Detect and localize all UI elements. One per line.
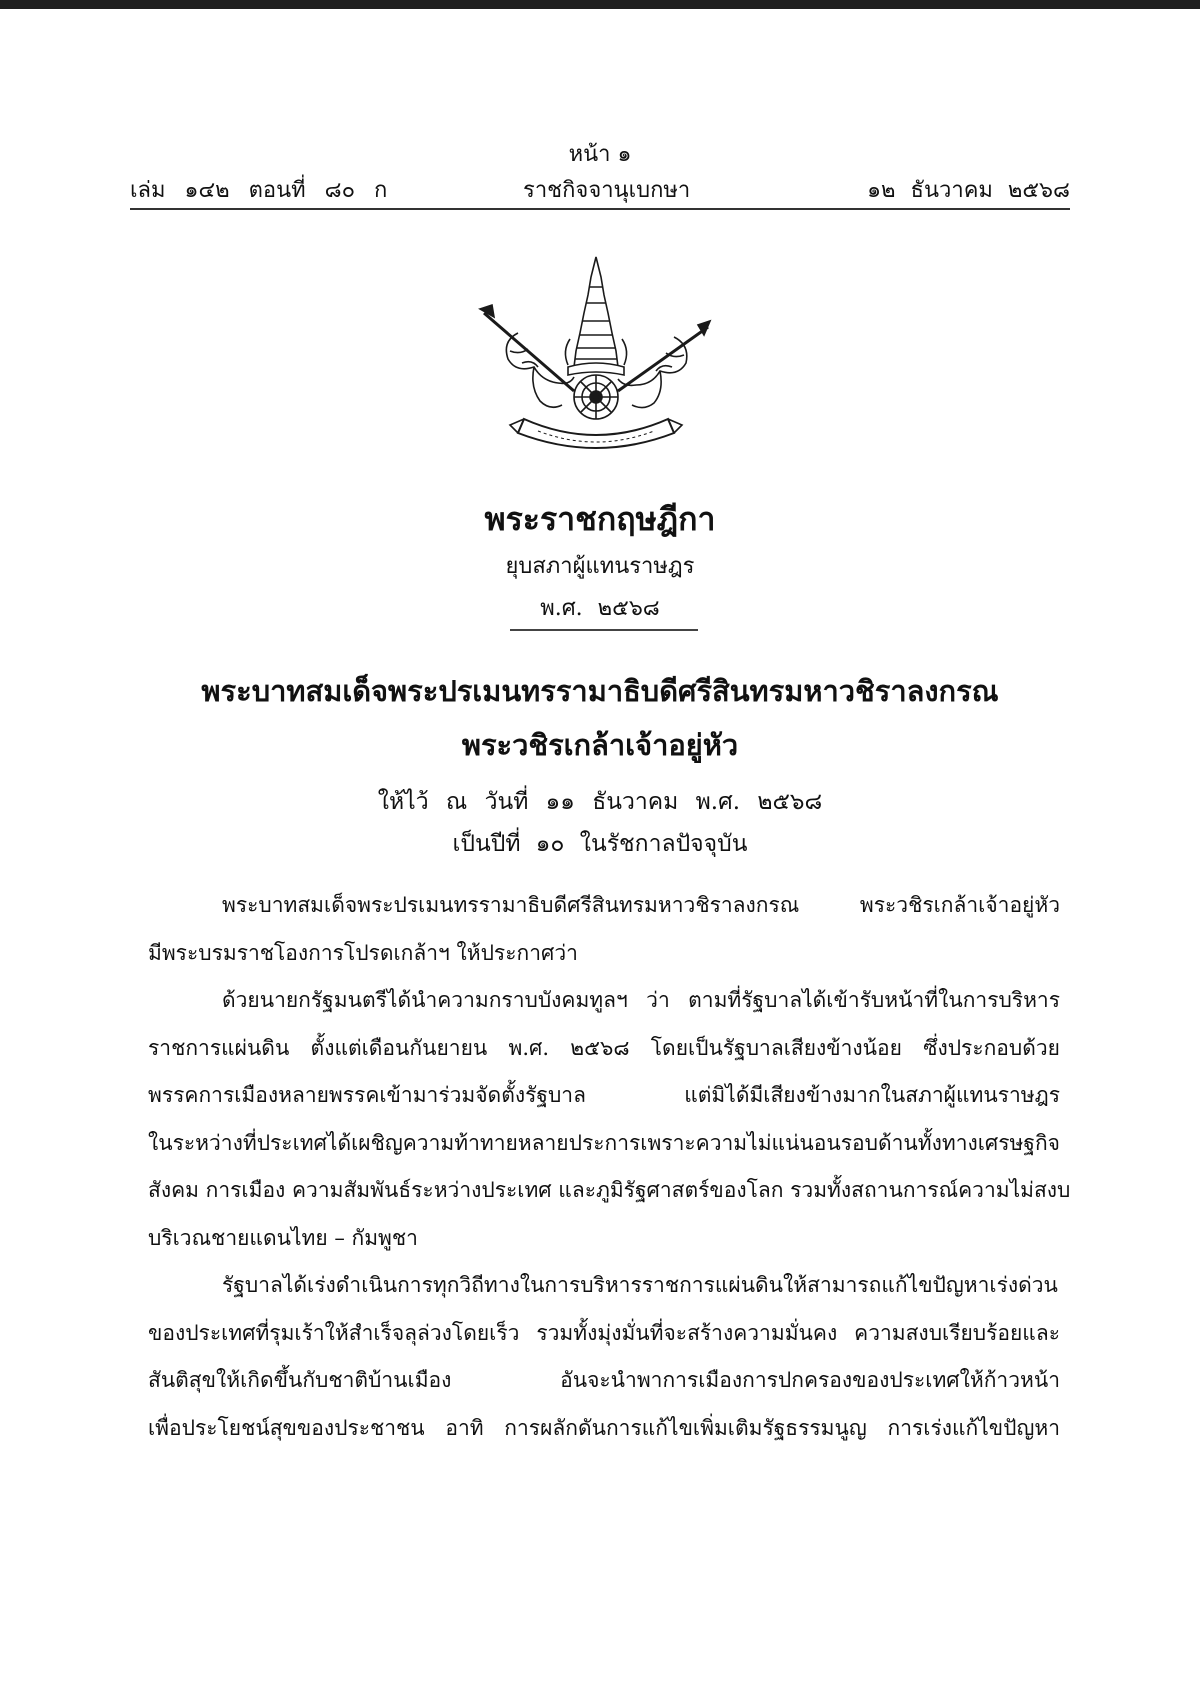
- paragraph-line: สันติสุขให้เกิดขึ้นกับชาติบ้านเมือง อันจะนำพาการเมืองการปกครองของประเทศให้ก้าวหน้า: [148, 1368, 1060, 1392]
- gazette-date: ๑๒ ธันวาคม ๒๕๖๘: [867, 178, 1070, 203]
- king-name-line2: พระวชิรเกล้าเจ้าอยู่หัว: [461, 728, 739, 762]
- paragraph-line: ราชการแผ่นดิน ตั้งแต่เดือนกันยายน พ.ศ. ๒๕๖๘ โดยเป็นรัฐบาลเสียงข้างน้อย ซึ่งประกอบด้วย: [148, 1035, 1060, 1060]
- title-divider: [510, 629, 698, 631]
- king-name-line1: พระบาทสมเด็จพระปรเมนทรรามาธิบดีศรีสินทรมหาวชิราลงกรณ: [201, 674, 999, 708]
- paragraph-line: ด้วยนายกรัฐมนตรีได้นำความกราบบังคมทูลฯ ว่า ตามที่รัฐบาลได้เข้ารับหน้าที่ในการบริหาร: [222, 988, 1060, 1012]
- gazette-section: ราชกิจจานุเบกษา: [523, 178, 691, 203]
- volume-issue: เล่ม ๑๔๒ ตอนที่ ๘๐ ก: [130, 178, 388, 203]
- decree-year: พ.ศ. ๒๕๖๘: [540, 596, 660, 621]
- paragraph-line: เพื่อประโยชน์สุขของประชาชน อาทิ การผลักดันการแก้ไขเพิ่มเติมรัฐธรรมนูญ การเร่งแก้ไขปัญหา: [148, 1415, 1060, 1440]
- paragraph-line: พระบาทสมเด็จพระปรเมนทรรามาธิบดีศรีสินทรมหาวชิราลงกรณ พระวชิรเกล้าเจ้าอยู่หัว: [222, 893, 1060, 917]
- paragraph-line: บริเวณชายแดนไทย – กัมพูชา: [148, 1225, 418, 1250]
- reign-year: เป็นปีที่ ๑๐ ในรัชกาลปัจจุบัน: [452, 831, 748, 857]
- paragraph-3: [148, 1262, 1060, 1452]
- paragraph-line: สังคม การเมือง ความสัมพันธ์ระหว่างประเทศ และภูมิรัฐศาสตร์ของโลก รวมทั้งสถานการณ์ความไม่สงบ: [148, 1178, 1071, 1202]
- paragraph-2: [148, 977, 1071, 1262]
- paragraph-line: พรรคการเมืองหลายพรรคเข้ามาร่วมจัดตั้งรัฐบาล แต่มิได้มีเสียงข้างมากในสภาผู้แทนราษฎร: [148, 1083, 1060, 1107]
- header-divider: [130, 208, 1070, 210]
- royal-emblem-icon: [478, 255, 714, 455]
- paragraph-line: ของประเทศที่รุมเร้าให้สำเร็จลุล่วงโดยเร็ว รวมทั้งมุ่งมั่นที่จะสร้างความมั่นคง ความสงบเรียบร้อยและ: [148, 1320, 1060, 1345]
- paragraph-1: [148, 882, 1060, 977]
- page-number: หน้า ๑: [568, 142, 632, 167]
- paragraph-line: ในระหว่างที่ประเทศได้เผชิญความท้าทายหลายประการเพราะความไม่แน่นอนรอบด้านทั้งทางเศรษฐกิจ: [148, 1130, 1060, 1155]
- decree-subtitle: ยุบสภาผู้แทนราษฎร: [505, 554, 695, 579]
- decree-title: พระราชกฤษฎีกา: [484, 500, 716, 538]
- top-dark-bar: [0, 0, 1200, 9]
- paragraph-line: รัฐบาลได้เร่งดำเนินการทุกวิถีทางในการบริหารราชการแผ่นดินให้สามารถแก้ไขปัญหาเร่งด่วน: [222, 1273, 1058, 1297]
- given-date: ให้ไว้ ณ วันที่ ๑๑ ธันวาคม พ.ศ. ๒๕๖๘: [377, 789, 823, 815]
- gazette-header: [130, 172, 1070, 206]
- paragraph-line: มีพระบรมราชโองการโปรดเกล้าฯ ให้ประกาศว่า: [148, 940, 578, 965]
